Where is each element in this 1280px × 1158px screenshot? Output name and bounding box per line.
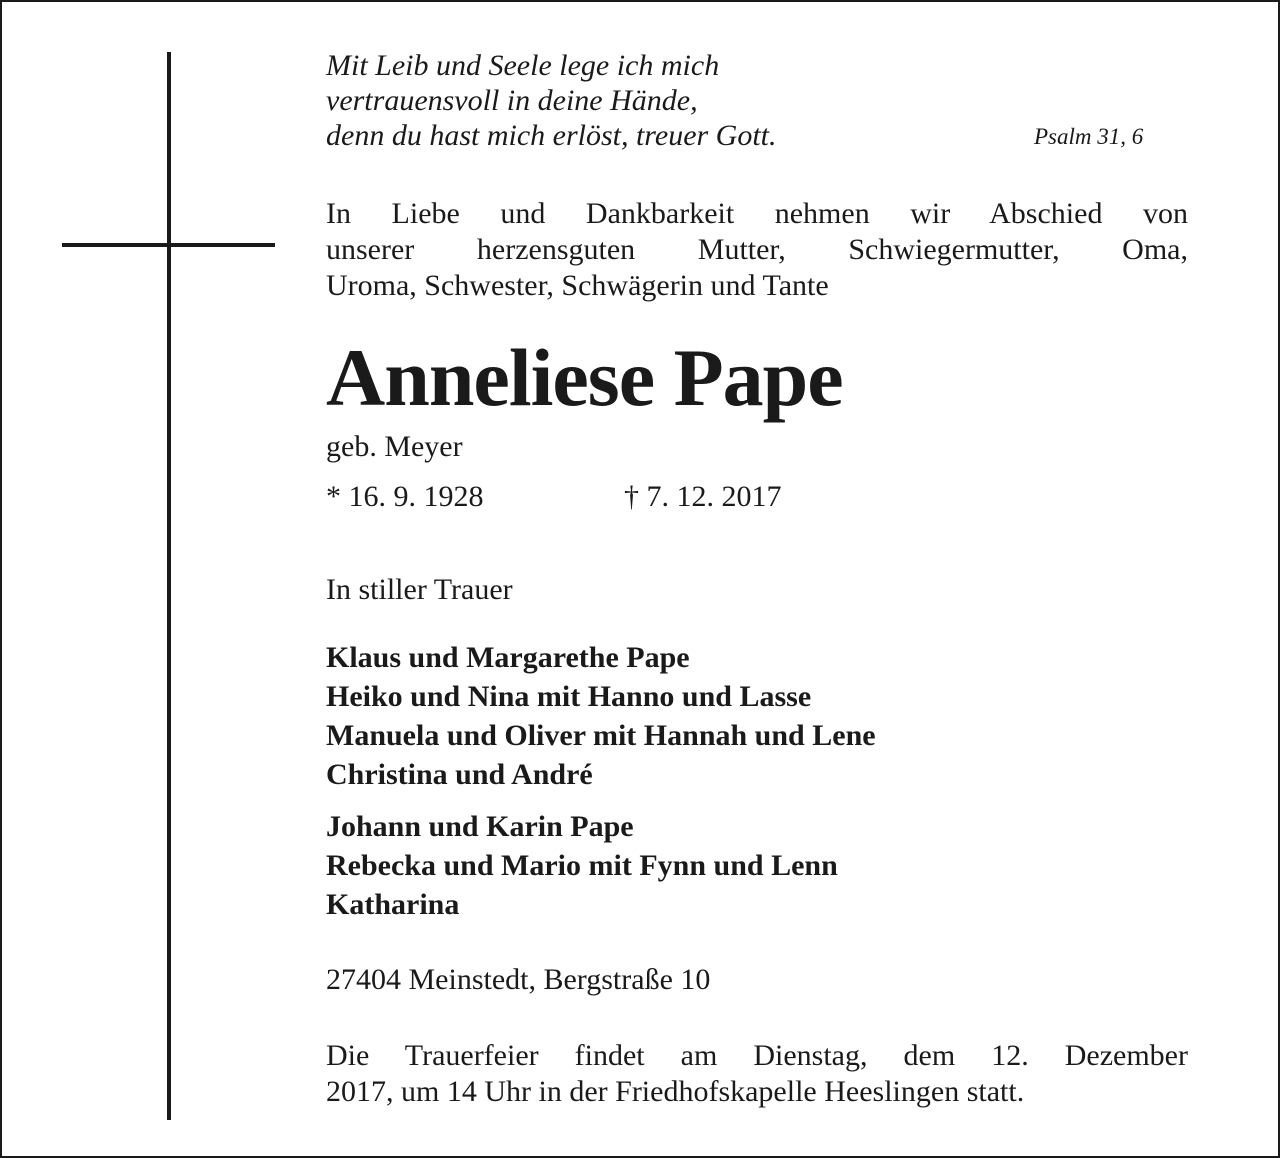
funeral-notice <box>326 1038 1188 1110</box>
verse-line: vertrauensvoll in deine Hände, <box>326 84 698 117</box>
family-member-line: Rebecka und Mario mit Fynn und Lenn <box>326 849 838 882</box>
cross-horizontal-beam <box>62 243 275 247</box>
intro-line: unserer herzensguten Mutter, Schwiegermutter, Oma, <box>326 233 1188 266</box>
deceased-name: Anneliese Pape <box>326 332 843 423</box>
address: 27404 Meinstedt, Bergstraße 10 <box>326 963 711 996</box>
funeral-line: 2017, um 14 Uhr in der Friedhofskapelle Heeslingen statt. <box>326 1075 1025 1108</box>
family-group <box>326 807 838 924</box>
verse-reference: Psalm 31, 6 <box>1034 124 1144 149</box>
cross-vertical-beam <box>167 52 171 1120</box>
family-member-line: Klaus und Margarethe Pape <box>326 641 690 674</box>
verse-line: denn du hast mich erlöst, treuer Gott. <box>326 119 777 152</box>
intro-line: In Liebe und Dankbarkeit nehmen wir Abschied von <box>326 197 1188 230</box>
family-member-line: Johann und Karin Pape <box>326 810 634 843</box>
intro-line: Uroma, Schwester, Schwägerin und Tante <box>326 269 829 302</box>
intro-text <box>326 196 1188 304</box>
birth-name: geb. Meyer <box>326 430 463 463</box>
family-member-line: Katharina <box>326 888 460 921</box>
verse-line: Mit Leib und Seele lege ich mich <box>326 49 720 82</box>
life-dates <box>326 480 782 514</box>
mourning-label: In stiller Trauer <box>326 573 513 606</box>
family-member-line: Heiko und Nina mit Hanno und Lasse <box>326 680 812 713</box>
family-group <box>326 638 876 794</box>
family-member-line: Christina und André <box>326 758 593 791</box>
family-member-line: Manuela und Oliver mit Hannah und Lene <box>326 719 876 752</box>
death-date: † 7. 12. 2017 <box>624 480 782 513</box>
funeral-line: Die Trauerfeier findet am Dienstag, dem 12. Dezember <box>326 1039 1188 1072</box>
birth-date: * 16. 9. 1928 <box>326 480 484 513</box>
